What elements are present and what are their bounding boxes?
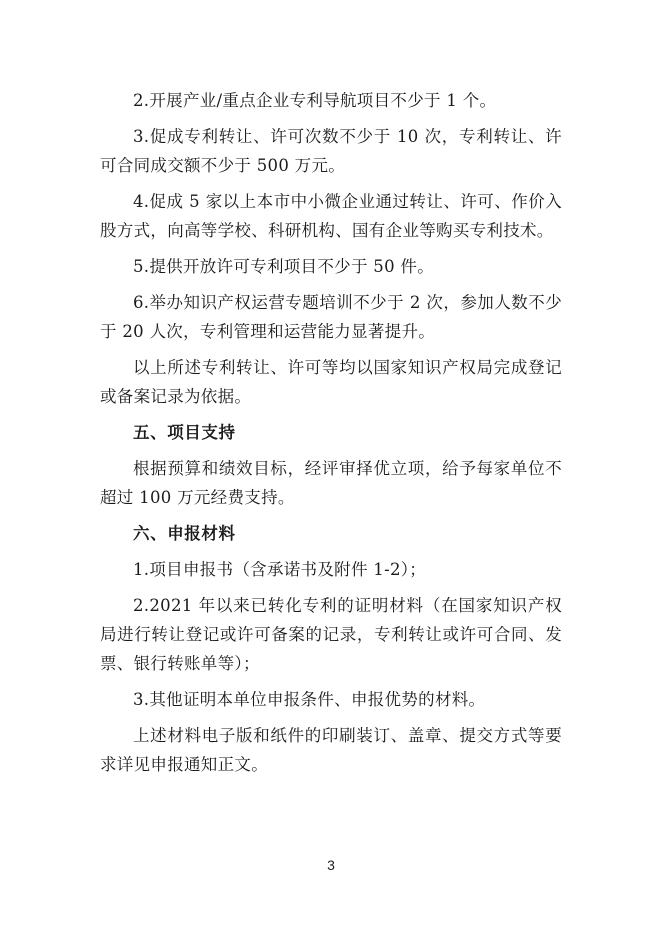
paragraph-basis-note: 以上所述专利转让、许可等均以国家知识产权局完成登记或备案记录为依据。 [100,358,562,406]
paragraph-goal-5: 5.提供开放许可专利项目不少于 50 件。 [133,257,435,276]
paragraph-material-2: 2.2021 年以来已转化专利的证明材料（在国家知识产权局进行转让登记或许可备案的记录，专利转让或许可合同、发票、银行转账单等）； [100,596,562,673]
section-heading-project-support: 五、项目支持 [133,423,236,442]
paragraph-material-3: 3.其他证明本单位申报条件、申报优势的材料。 [133,690,486,709]
document-body [100,86,562,786]
page-number: 3 [327,857,335,873]
paragraph-material-1: 1.项目申报书（含承诺书及附件 1-2）； [133,560,427,579]
paragraph-goal-4: 4.促成 5 家以上本市中小微企业通过转让、许可、作价入股方式，向高等学校、科研机构、国有企业等购买专利技术。 [100,192,562,240]
paragraph-submission-note: 上述材料电子版和纸件的印刷装订、盖章、提交方式等要求详见申报通知正文。 [100,726,562,774]
paragraph-funding: 根据预算和绩效目标，经评审择优立项，给予每家单位不超过 100 万元经费支持。 [100,459,562,507]
paragraph-goal-2: 2.开展产业/重点企业专利导航项目不少于 1 个。 [133,91,497,110]
section-heading-application-materials: 六、申报材料 [133,524,236,543]
paragraph-goal-3: 3.促成专利转让、许可次数不少于 10 次，专利转让、许可合同成交额不少于 500 万元。 [100,127,562,175]
paragraph-goal-6: 6.举办知识产权运营专题培训不少于 2 次，参加人数不少于 20 人次，专利管理和运营能力显著提升。 [100,293,562,341]
